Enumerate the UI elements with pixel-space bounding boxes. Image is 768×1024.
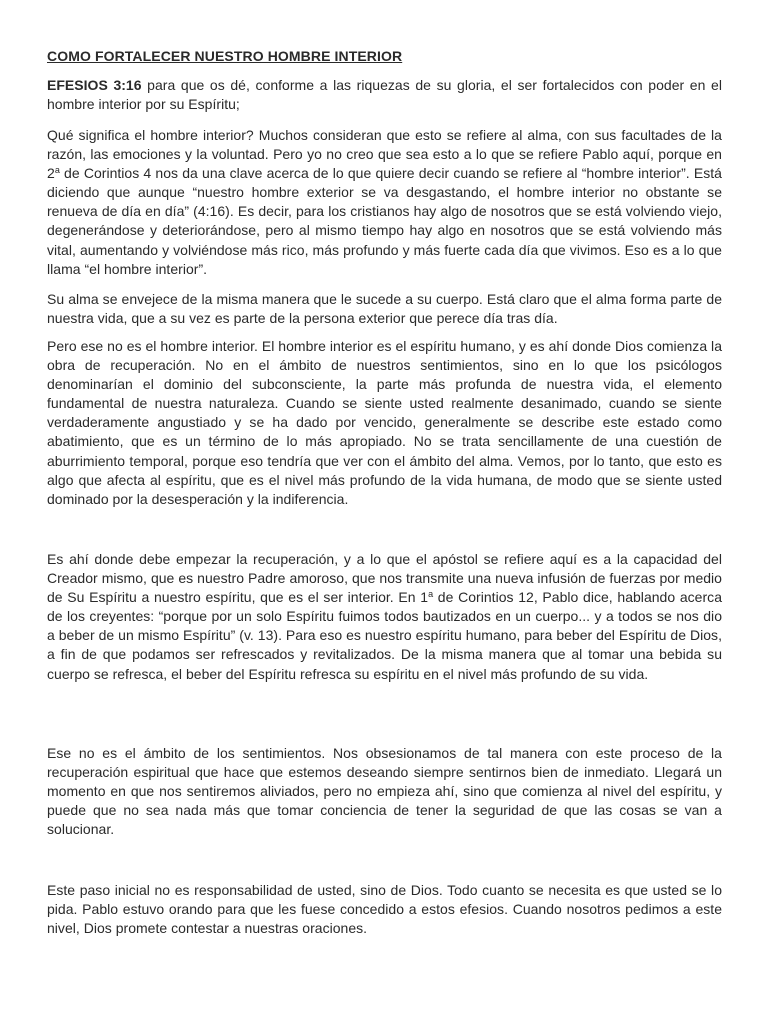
paragraph-1-part-2: de Corintios 4 nos da una clave acerca de lo que quiere decir cuando se refiere al “hombre interior”. Está diciendo que aunque “nuestro hombre exterior se va desgastando, el hombre interior no obstante se renueva de día en día” (4:16). Es decir, para los cristianos hay algo de nosotros que se está volviendo viejo, degenerándose y deteriorándose, pero al mismo tiempo hay algo en nosotros que se está volviendo más vital, aumentando y volviéndose más rico, más profundo y más fuerte cada día que vivimos. Eso es a lo que llama “el hombre interior”.: [47, 165, 722, 277]
document-title: COMO FORTALECER NUESTRO HOMBRE INTERIOR: [47, 48, 403, 64]
paragraph-4-ordinal: a: [428, 589, 434, 600]
paragraph-1-ordinal: a: [54, 165, 60, 176]
verse-text: para que os dé, conforme a las riquezas de su gloria, el ser fortalecidos con poder en el hombre interior por su Espíritu;: [47, 77, 722, 113]
paragraph-6: Este paso inicial no es responsabilidad de usted, sino de Dios. Todo cuanto se necesita es que usted se lo pida. Pablo estuvo orando para que les fuese concedido a estos efesios. Cuando nosotros pedimos a este nivel, Dios promete contestar a nuestras oraciones.: [47, 882, 722, 937]
paragraph-3: Pero ese no es el hombre interior. El hombre interior es el espíritu humano, y es ahí donde Dios comienza la obra de recuperación. No en el ámbito de nuestros sentimientos, sino en lo que los psicólogos denominarían el dominio del subconsciente, la parte más profunda de nuestra vida, el elemento fundamental de nuestra naturaleza. Cuando se siente usted realmente desanimado, cuando se siente verdaderamente angustiado y se ha dado por vencido, generalmente se describe este estado como abatimiento, que es un término de lo más apropiado. No se trata sencillamente de una cuestión de aburrimiento temporal, porque eso tendría que ver con el ámbito del alma. Vemos, por lo tanto, que esto es algo que afecta al espíritu, que es el nivel más profundo de la vida humana, de modo que se siente usted dominado por la desesperación y la indiferencia.: [47, 338, 722, 507]
paragraph-4: [47, 550, 722, 684]
paragraph-5: Ese no es el ámbito de los sentimientos. Nos obsesionamos de tal manera con este proceso de la recuperación espiritual que hace que estemos deseando siempre sentirnos bien de inmediato. Llegará un momento en que nos sentiremos aliviados, pero no empieza ahí, sino que comienza al nivel del espíritu, y puede que no sea nada más que tomar conciencia de tener la seguridad de que las cosas se van a solucionar.: [47, 745, 722, 838]
verse-reference: EFESIOS 3:16: [47, 77, 142, 93]
verse-paragraph: [47, 76, 722, 114]
paragraph-1-part-1: Qué significa el hombre interior? Muchos consideran que esto se refiere al alma, con sus facultades de la razón, las emociones y la voluntad. Pero yo no creo que sea esto a lo que se refiere Pablo aquí, porque en 2: [47, 127, 722, 182]
paragraph-4-part-2: de Corintios 12, Pablo dice, hablando acerca de los creyentes: “porque por un solo Espíritu fuimos todos bautizados en un cuerpo... y a todos se nos dio a beber de un mismo Espíritu” (v. 13). Para eso es nuestro espíritu humano, para beber del Espíritu de Dios, a fin de que podamos ser refrescados y revitalizados. De la misma manera que al tomar una bebida su cuerpo se refresca, el beber del Espíritu refresca su espíritu en el nivel más profundo de su vida.: [47, 589, 722, 682]
paragraph-4-part-1: Es ahí donde debe empezar la recuperación, y a lo que el apóstol se refiere aquí es a la capacidad del Creador mismo, que es nuestro Padre amoroso, que nos transmite una nueva infusión de fuerzas por medio de Su Espíritu a nuestro espíritu, que es el ser interior. En 1: [47, 551, 722, 606]
paragraph-1: [47, 126, 722, 279]
paragraph-2: Su alma se envejece de la misma manera que le sucede a su cuerpo. Está claro que el alma forma parte de nuestra vida, que a su vez es parte de la persona exterior que perece día tras día.: [47, 291, 722, 327]
